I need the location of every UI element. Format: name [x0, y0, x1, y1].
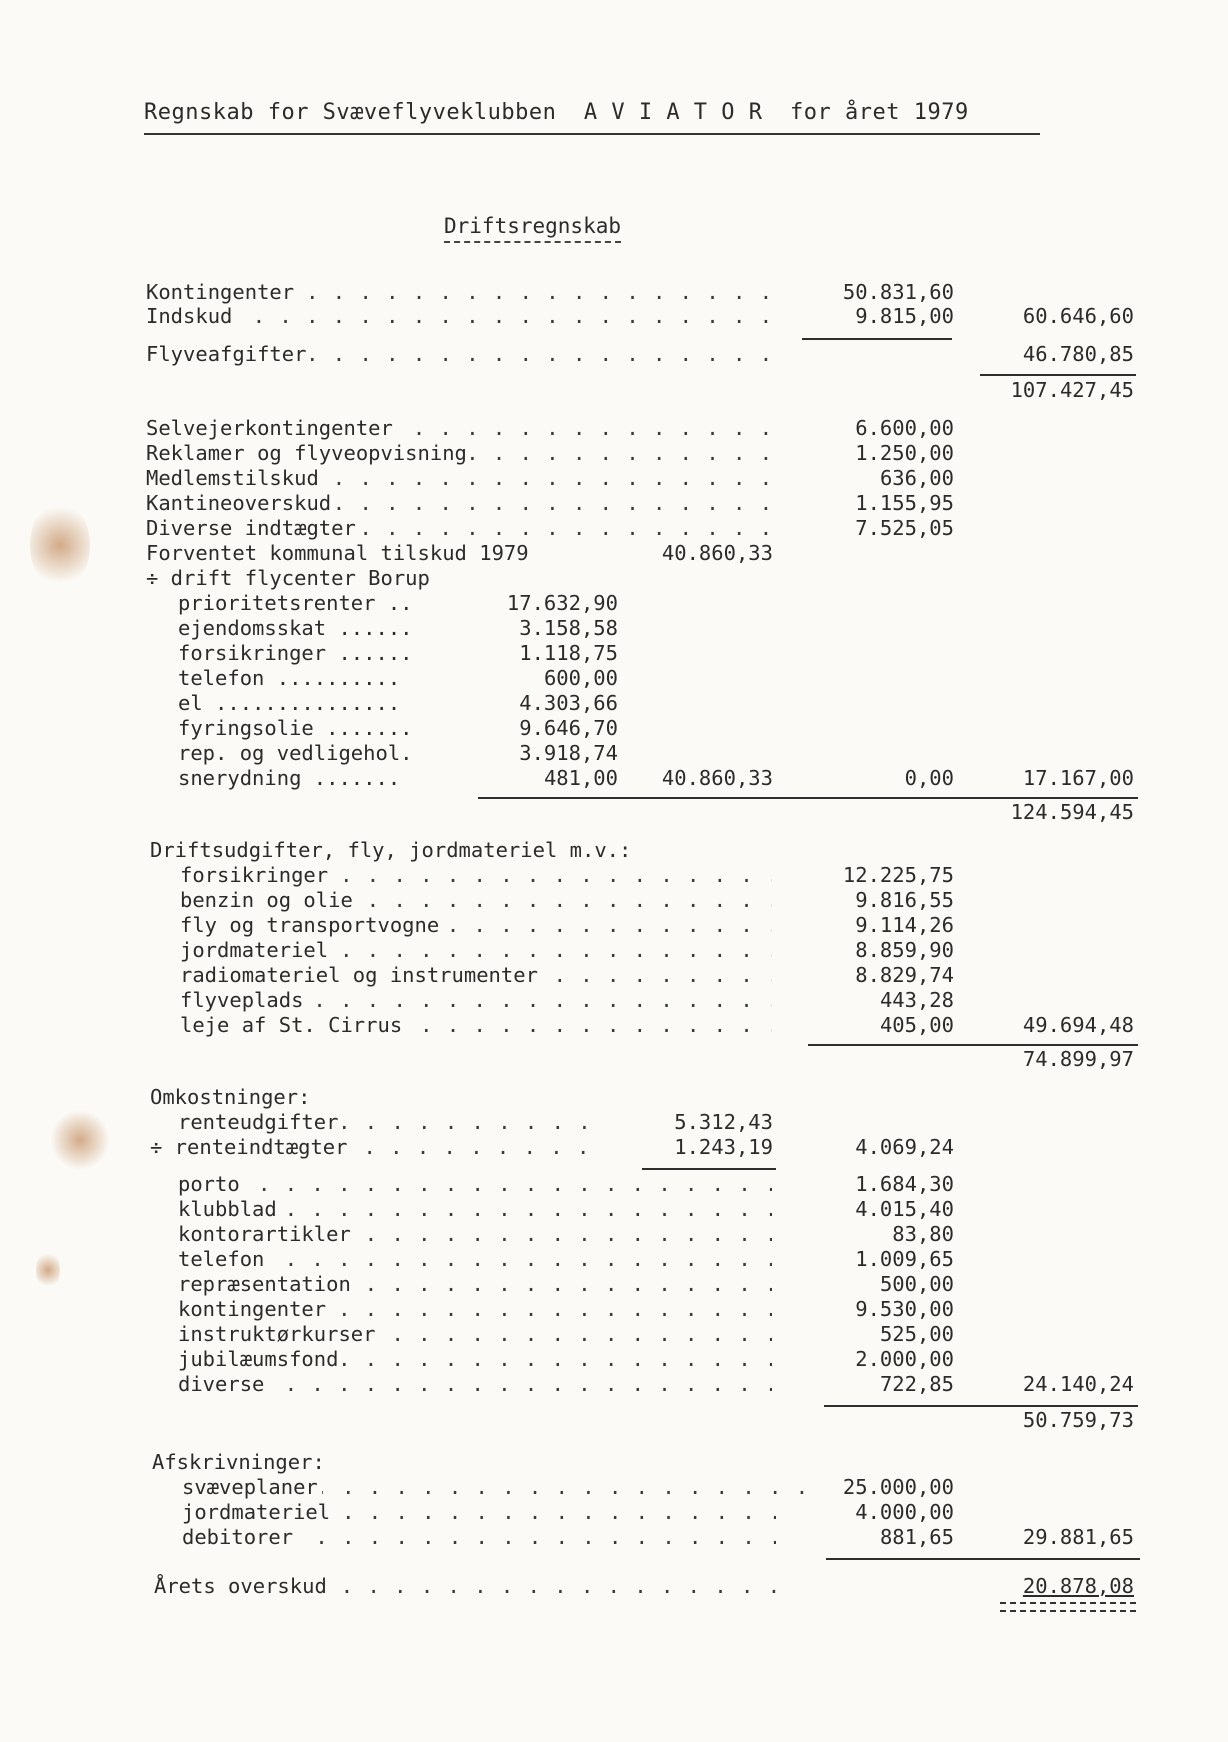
row-borup-item: telefon .......... 600,00 — [178, 666, 618, 690]
row-afskr-item: jordmateriel . . . 4.000,00 — [0, 1500, 1228, 1524]
underline — [802, 338, 952, 340]
row-borup-item: ejendomsskat ...... 3.158,58 — [178, 616, 618, 640]
underline — [642, 1168, 776, 1170]
underline — [824, 1405, 1138, 1407]
row-drift-item: jordmateriel . . . 8.859,90 — [0, 938, 1228, 962]
row-omk-item: repræsentation . . . 500,00 — [0, 1272, 1228, 1296]
row-omk-item: kontingenter . . . 9.530,00 — [0, 1297, 1228, 1321]
row-omk-item: diverse . . . 722,85 24.140,24 — [0, 1372, 1228, 1396]
row-afskr-item: debitorer . . . 881,65 29.881,65 — [0, 1525, 1228, 1549]
section-heading: Driftsregnskab — [444, 214, 621, 243]
row-borup-item: rep. og vedligehol. 3.918,74 — [178, 741, 618, 765]
row-reklamer: Reklamer og flyveopvisning . . . 1.250,00 — [0, 441, 1228, 465]
row-kantineoverskud: Kantineoverskud . . . 1.155,95 — [0, 491, 1228, 515]
row-subtotal-2: 124.594,45 — [1010, 800, 1134, 824]
underline — [826, 1558, 1140, 1560]
row-drift-subtotal: 74.899,97 — [1022, 1047, 1134, 1071]
row-drift-item: benzin og olie . . . 9.816,55 — [0, 888, 1228, 912]
row-omk-header: Omkostninger: — [0, 1085, 1228, 1109]
row-renteindtaegter: ÷ renteindtægter . . . 1.243,19 4.069,24 — [0, 1135, 1228, 1159]
row-afskr-item: svæveplaner . . . 25.000,00 — [0, 1475, 1228, 1499]
document-title: Regnskab for Svæveflyveklubben A V I A T O R for året 1979 — [144, 100, 1040, 135]
row-indskud: Indskud . . . 9.815,00 60.646,60 — [0, 304, 1228, 328]
row-renteudgifter: renteudgifter . . . 5.312,43 — [0, 1110, 1228, 1134]
row-drift-item: radiomateriel og instrumenter . . . 8.829,74 — [0, 963, 1228, 987]
row-borup-item: forsikringer ...... 1.118,75 — [178, 641, 618, 665]
row-borup-item: fyringsolie ....... 9.646,70 — [178, 716, 618, 740]
row-borup-item: prioritetsrenter .. 17.632,90 — [178, 591, 618, 615]
row-drift-item: leje af St. Cirrus . . . 405,00 49.694,48 — [0, 1013, 1228, 1037]
row-borup-item: snerydning ....... 481,00 40.860,33 0,00 17.167,00 — [178, 766, 1134, 790]
row-omk-item: jubilæumsfond . . . 2.000,00 — [0, 1347, 1228, 1371]
row-drift-item: forsikringer . . . 12.225,75 — [0, 863, 1228, 887]
row-omk-item: porto . . . 1.684,30 — [0, 1172, 1228, 1196]
row-borup-item: el ............... 4.303,66 — [178, 691, 618, 715]
row-selvejer: Selvejerkontingenter . . . 6.600,00 — [0, 416, 1228, 440]
row-afskr-header: Afskrivninger: — [0, 1450, 1228, 1474]
row-drift-header: Driftsudgifter, fly, jordmateriel m.v.: — [0, 838, 1228, 862]
row-omk-item: kontorartikler . . . 83,80 — [0, 1222, 1228, 1246]
row-omk-item: instruktørkurser . . . 525,00 — [0, 1322, 1228, 1346]
double-underline — [1000, 1602, 1136, 1612]
row-omk-item: telefon . . . 1.009,65 — [0, 1247, 1228, 1271]
row-borup-header: ÷ drift flycenter Borup — [0, 566, 1228, 590]
row-result: Årets overskud . . . 20.878,08 — [0, 1574, 1228, 1598]
row-kommunal-tilskud: Forventet kommunal tilskud 1979 40.860,33 — [146, 541, 773, 565]
underline — [478, 797, 1138, 799]
row-omk-subtotal: 50.759,73 — [1022, 1408, 1134, 1432]
row-medlemstilskud: Medlemstilskud . . . 636,00 — [0, 466, 1228, 490]
row-flyveafgifter: Flyveafgifter . . . 46.780,85 — [0, 342, 1228, 366]
row-kontingenter: Kontingenter . . . 50.831,60 — [0, 280, 1228, 304]
row-drift-item: fly og transportvogne . . . 9.114,26 — [0, 913, 1228, 937]
underline — [980, 374, 1136, 376]
row-subtotal-1: 107.427,45 — [1010, 378, 1134, 402]
row-drift-item: flyveplads . . . 443,28 — [0, 988, 1228, 1012]
row-diverse-indtaegter: Diverse indtægter . . . 7.525,05 — [0, 516, 1228, 540]
underline — [808, 1044, 1138, 1046]
row-omk-item: klubblad . . . 4.015,40 — [0, 1197, 1228, 1221]
